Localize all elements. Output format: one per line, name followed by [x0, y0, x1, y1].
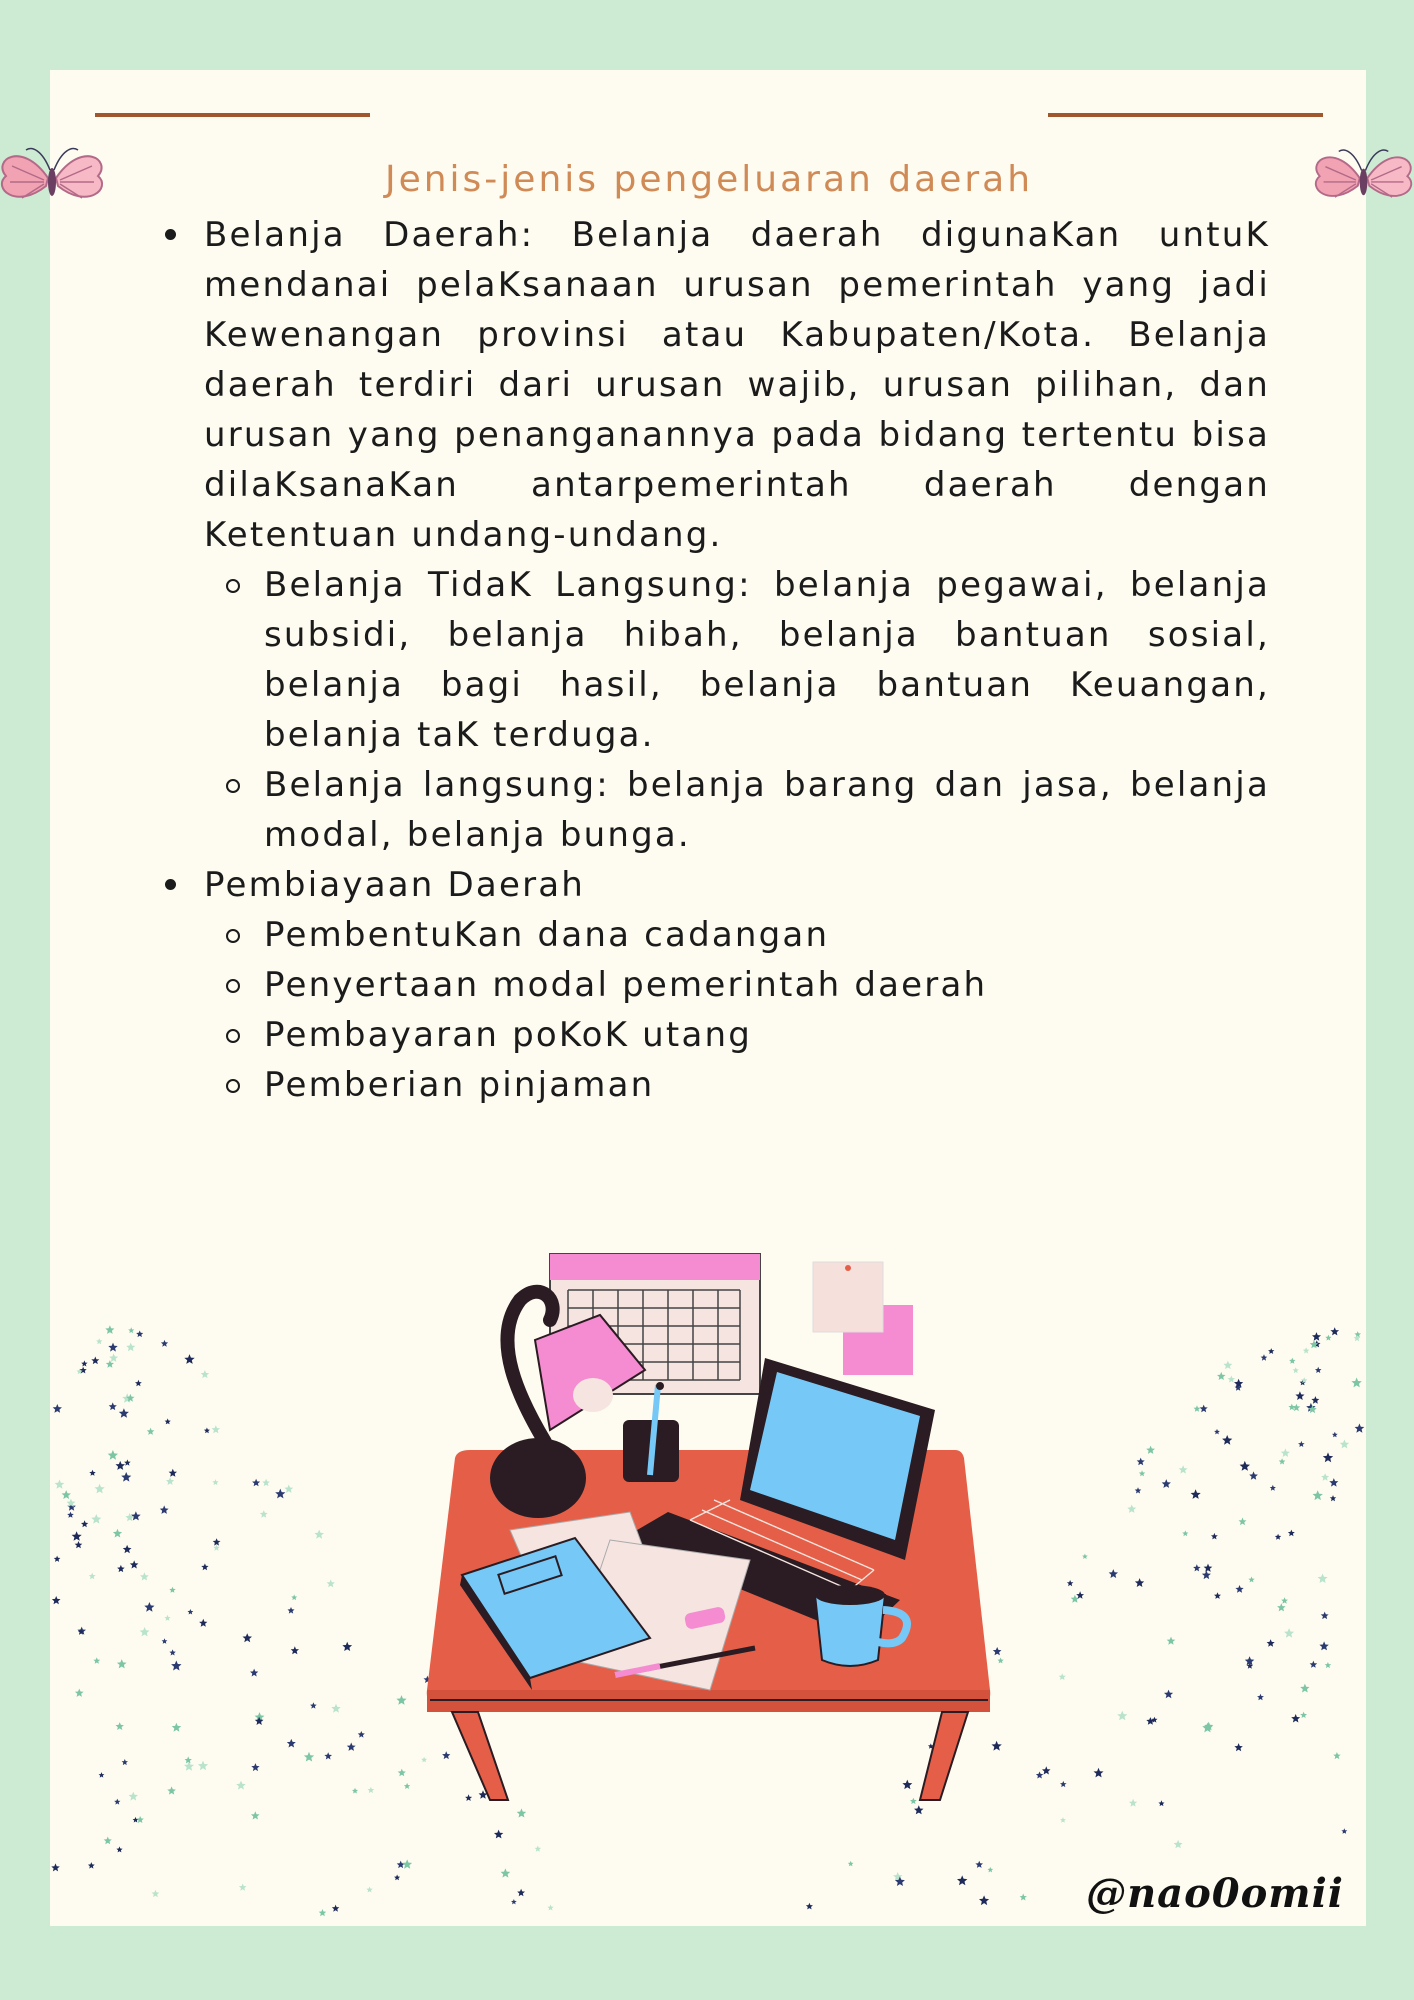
- watermark-handle: @nao0omii: [1086, 1870, 1344, 1917]
- sub-list-item: Penyertaan modal pemerintah daerah: [264, 960, 1270, 1010]
- section-text: Pembiayaan Daerah: [204, 865, 586, 905]
- sub-list-item: Belanja langsung: belanja barang dan jasa, belanja modal, belanja bunga.: [264, 760, 1270, 860]
- section-text: Belanja Daerah: Belanja daerah digunaKan untuK mendanai pelaKsanaan urusan pemerintah yang jadi Kewenangan provinsi atau Kabupaten/Kota. Belanja daerah terdiri dari urusan wajib, urusan pilihan, dan urusan yang penanganannya pada bidang tertentu bisa dilaKsanaKan antarpemerintah daerah dengan Ketentuan undang-undang.: [204, 215, 1270, 555]
- sub-list-item: Pembayaran poKoK utang: [264, 1010, 1270, 1060]
- page-title: Jenis-jenis pengeluaran daerah: [384, 159, 1034, 200]
- sub-list-item: Belanja TidaK Langsung: belanja pegawai, belanja subsidi, belanja hibah, belanja bantuan sosial, belanja bagi hasil, belanja bantuan Keuangan, belanja taK terduga.: [264, 560, 1270, 760]
- sub-list-item: PembentuKan dana cadangan: [264, 910, 1270, 960]
- sub-list-item: Pemberian pinjaman: [264, 1060, 1270, 1110]
